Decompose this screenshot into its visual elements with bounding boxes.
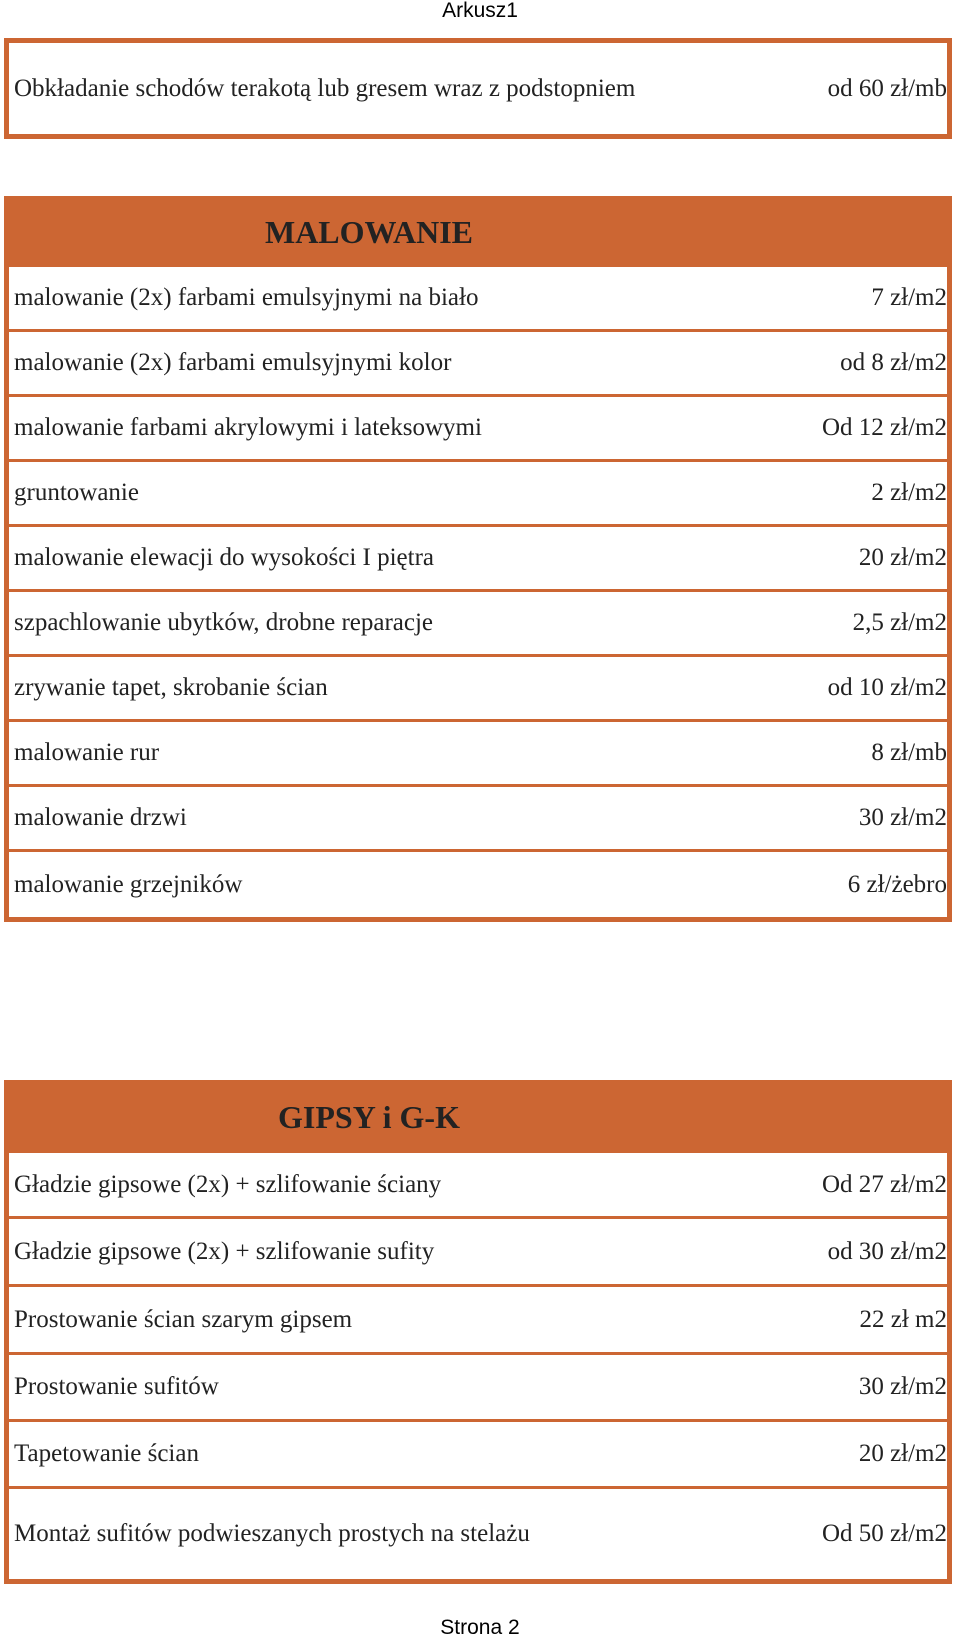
- sheet-title: Arkusz1: [442, 0, 518, 22]
- gipsy-section: [4, 1080, 952, 1584]
- service-price: od 30 zł/m2: [827, 1237, 947, 1265]
- service-name: malowanie grzejników: [14, 870, 243, 898]
- service-price: od 10 zł/m2: [827, 674, 947, 701]
- price-row: [9, 1355, 947, 1422]
- service-price: od 60 zł/mb: [827, 74, 947, 102]
- service-price: Od 50 zł/m2: [822, 1520, 947, 1547]
- price-row: [9, 43, 947, 134]
- service-price: od 8 zł/m2: [840, 349, 947, 376]
- service-price: 6 zł/żebro: [847, 870, 947, 898]
- section-header: [9, 1085, 947, 1153]
- page-footer: Strona 2: [440, 1616, 520, 1639]
- price-row: [9, 787, 947, 852]
- service-name: Prostowanie sufitów: [14, 1373, 219, 1400]
- service-price: Od 12 zł/m2: [822, 414, 947, 441]
- service-name: Obkładanie schodów terakotą lub gresem wraz z podstopniem: [14, 74, 636, 102]
- service-name: malowanie farbami akrylowymi i lateksowymi: [14, 414, 482, 441]
- section-title: MALOWANIE: [264, 214, 473, 250]
- service-name: szpachlowanie ubytków, drobne reparacje: [14, 609, 434, 636]
- service-price: 22 zł m2: [859, 1305, 947, 1333]
- price-row: [9, 852, 947, 917]
- price-row: [9, 527, 947, 592]
- price-row: [9, 332, 947, 397]
- service-price: 20 zł/m2: [858, 1440, 947, 1467]
- price-row: [9, 1422, 947, 1489]
- service-name: malowanie elewacji do wysokości I piętra: [14, 544, 434, 571]
- service-name: Prostowanie ścian szarym gipsem: [14, 1305, 353, 1333]
- service-price: 20 zł/m2: [858, 544, 947, 571]
- price-row: [9, 1153, 947, 1219]
- service-name: Tapetowanie ścian: [14, 1440, 199, 1467]
- service-price: 7 zł/m2: [871, 284, 947, 311]
- price-row: [9, 657, 947, 722]
- service-name: gruntowanie: [14, 479, 139, 506]
- service-price: Od 27 zł/m2: [822, 1170, 947, 1198]
- price-row: [9, 267, 947, 332]
- service-name: malowanie (2x) farbami emulsyjnymi kolor: [14, 349, 452, 376]
- price-row: [9, 462, 947, 527]
- price-row: [9, 722, 947, 787]
- service-price: 2,5 zł/m2: [852, 609, 947, 636]
- service-price: 2 zł/m2: [871, 479, 947, 506]
- price-row: [9, 1219, 947, 1287]
- service-name: Gładzie gipsowe (2x) + szlifowanie ściany: [14, 1170, 442, 1198]
- top-block: [4, 38, 952, 139]
- malowanie-section: [4, 196, 952, 922]
- price-row: [9, 397, 947, 462]
- price-row: [9, 1489, 947, 1579]
- section-title: GIPSY i G-K: [278, 1099, 460, 1135]
- price-row: [9, 1287, 947, 1355]
- service-name: malowanie (2x) farbami emulsyjnymi na biało: [14, 284, 479, 311]
- section-header: [9, 201, 947, 267]
- service-name: malowanie rur: [14, 739, 160, 766]
- service-price: 8 zł/mb: [871, 739, 947, 766]
- service-price: 30 zł/m2: [858, 1373, 947, 1400]
- service-name: malowanie drzwi: [14, 804, 187, 831]
- service-name: zrywanie tapet, skrobanie ścian: [14, 674, 328, 701]
- price-row: [9, 592, 947, 657]
- service-price: 30 zł/m2: [858, 804, 947, 831]
- service-name: Gładzie gipsowe (2x) + szlifowanie sufity: [14, 1237, 435, 1265]
- service-name: Montaż sufitów podwieszanych prostych na stelażu: [14, 1520, 530, 1547]
